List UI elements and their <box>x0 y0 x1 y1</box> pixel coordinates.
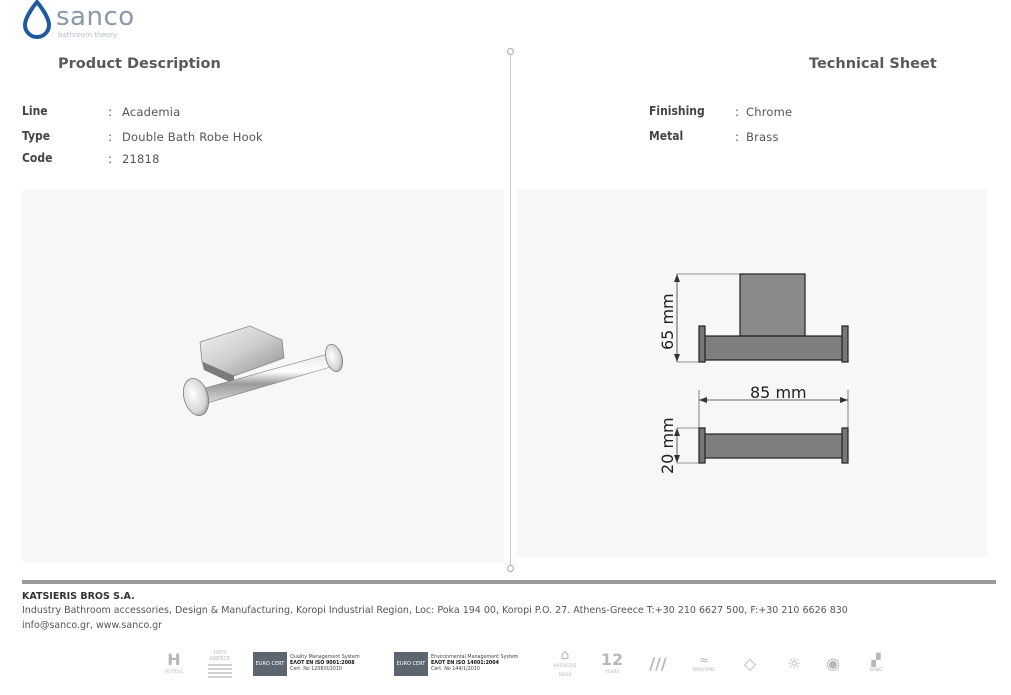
water-drop-icon <box>20 0 54 40</box>
product-photo-panel <box>22 190 504 562</box>
divider-dot-top <box>507 48 514 55</box>
spec-value-code: 21818 <box>122 152 160 166</box>
stripes-icon: /// <box>649 654 667 673</box>
technical-sheet-title: Technical Sheet <box>809 56 937 72</box>
hotels-icon: H HOTELS <box>165 649 183 675</box>
spec-colon: : <box>735 130 740 144</box>
spec-label-metal: Metal <box>649 129 684 143</box>
company-contact: info@sanco.gr, www.sanco.gr <box>22 620 163 631</box>
dimension-depth-label: 20 mm <box>658 417 677 474</box>
technical-drawing <box>517 190 987 557</box>
iso-14001-badge: EURO CERT Environmental Management System EΛOT EN ISO 14001:2004 Cert. No 144/1/2010 <box>394 648 534 680</box>
product-description-title: Product Description <box>58 56 221 72</box>
technical-drawing-panel <box>517 190 987 557</box>
spec-colon: : <box>735 105 740 119</box>
katsieris-icon: ⌂ KATSIERIS BROS <box>553 647 577 678</box>
spec-label-finishing: Finishing <box>649 104 705 118</box>
years-warranty-icon: 12 YEARS <box>600 649 624 675</box>
product-photo <box>22 190 504 562</box>
brand-tagline: bathroom theory <box>58 31 118 39</box>
company-name: KATSIERIS BROS S.A. <box>22 591 135 602</box>
spec-value-finishing: Chrome <box>746 105 793 119</box>
spec-colon: : <box>108 152 113 166</box>
divider-dot-bottom <box>507 565 514 572</box>
spec-colon: : <box>108 130 113 144</box>
company-address: Industry Bathroom accessories, Design & Manufacturing, Koropi Industrial Region, Loc: Poka 194 00, Koropi P.O. 27. Athens-Greece T:+30 210 6627 500, F:+30 210 6626 830 <box>22 605 848 616</box>
spec-value-type: Double Bath Robe Hook <box>122 130 263 144</box>
spec-colon: : <box>108 105 113 119</box>
chevron-cert-icon: ◇ <box>743 654 757 673</box>
circle-cert-icon: ◉ <box>826 654 840 673</box>
nano-icon: ▞ NANO <box>869 652 883 673</box>
spec-label-code: Code <box>22 151 53 165</box>
greece-flag-icon: 100% GREECE <box>205 648 235 680</box>
spec-label-type: Type <box>22 129 51 143</box>
spec-value-metal: Brass <box>746 130 779 144</box>
spec-value-line: Academia <box>122 105 181 119</box>
dimension-height-label: 65 mm <box>658 293 677 350</box>
iso-9001-badge: EURO CERT Quality Management System EΛOT EN ISO 9001:2008 Cert. No 1208/0/2010 <box>253 648 373 680</box>
dimension-width-label: 85 mm <box>750 383 807 402</box>
lab-icon: ☼ <box>786 654 802 673</box>
brand-name: sanco <box>56 2 135 32</box>
spec-label-line: Line <box>22 104 48 118</box>
column-divider <box>510 51 511 568</box>
footer-rule <box>22 580 996 584</box>
maritime-icon: ≈ MARITIME <box>692 652 716 673</box>
